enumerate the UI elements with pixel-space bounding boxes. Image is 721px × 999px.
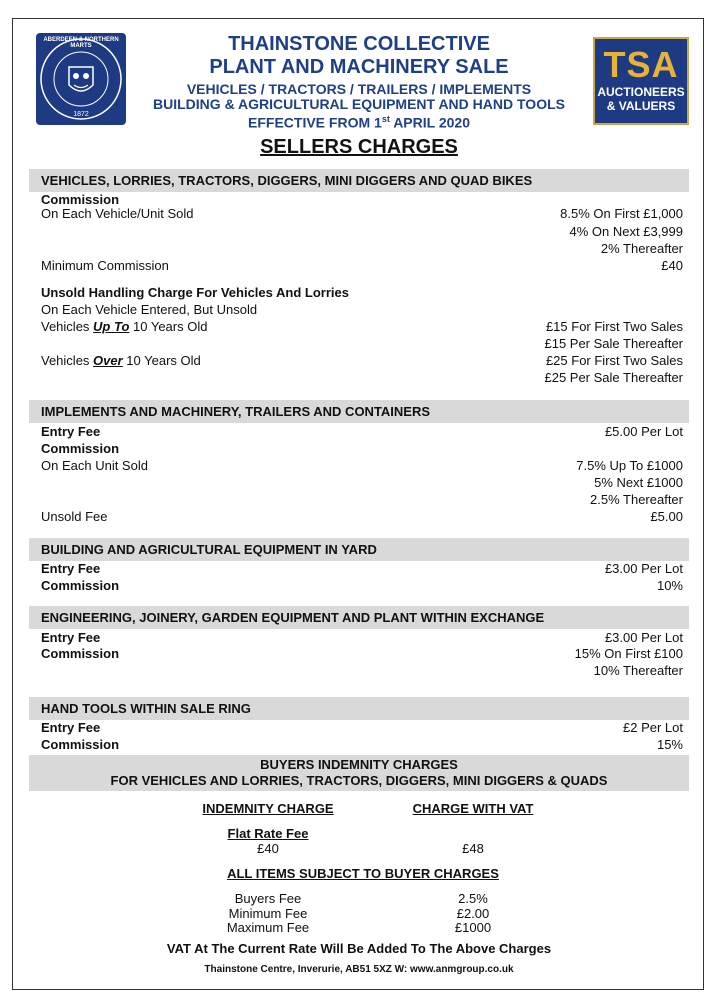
logo-ring-text: ABERDEEN & NORTHERN MARTS <box>43 37 119 49</box>
row-over-10-years-2 <box>41 369 683 386</box>
address-footer: Thainstone Centre, Inverurie, AB51 5XZ W: www.anmgroup.co.uk <box>204 964 514 975</box>
flat-rate-value: £40 <box>257 841 279 856</box>
value: £40 <box>661 258 683 273</box>
value: 4% On Next £3,999 <box>569 224 683 239</box>
section-heading-vehicles: VEHICLES, LORRIES, TRACTORS, DIGGERS, MINI DIGGERS AND QUAD BIKES <box>29 169 689 192</box>
value: £15 For First Two Sales <box>545 319 683 334</box>
value: £3.00 Per Lot <box>604 630 683 645</box>
label <box>41 318 207 335</box>
effective-date <box>133 112 585 131</box>
maximum-fee-label: Maximum Fee <box>226 920 310 935</box>
section-heading-buyers <box>29 755 689 791</box>
value: 8.5% On First £1,000 <box>560 206 683 221</box>
buyers-heading-2: FOR VEHICLES AND LORRIES, TRACTORS, DIGGERS, MINI DIGGERS & QUADS <box>110 773 608 788</box>
tsa-logo-main: TSA <box>603 44 679 85</box>
section-heading-building: BUILDING AND AGRICULTURAL EQUIPMENT IN YARD <box>29 538 689 561</box>
row-engineering-rate-2 <box>41 662 683 679</box>
value: 2% Thereafter <box>600 241 683 256</box>
row-engineering-commission <box>41 645 683 662</box>
label: Unsold Fee <box>41 509 108 524</box>
label: Unsold Handling Charge For Vehicles And Lorries <box>41 285 349 300</box>
row-vehicles-minimum <box>41 257 683 274</box>
row-engineering-entry <box>41 629 683 646</box>
logo-year: 1872 <box>73 111 89 118</box>
value: £3.00 Per Lot <box>604 561 683 576</box>
section-heading-implements: IMPLEMENTS AND MACHINERY, TRAILERS AND CONTAINERS <box>29 400 689 423</box>
row-implements-rate-3 <box>41 491 683 508</box>
value: 2.5% Thereafter <box>590 492 683 507</box>
flat-rate-label: Flat Rate Fee <box>227 826 309 841</box>
value: 10% <box>656 578 683 593</box>
row-hand-tools-commission <box>41 736 683 753</box>
label: On Each Vehicle/Unit Sold <box>41 206 194 221</box>
effective-pre: EFFECTIVE FROM 1 <box>248 114 382 131</box>
row-implements-each-unit <box>41 457 683 474</box>
tsa-logo-sub-2: & VALUERS <box>606 99 676 113</box>
value: £5.00 Per Lot <box>604 424 683 439</box>
label-pre: Vehicles <box>41 353 94 368</box>
row-vehicles-rate-2 <box>41 223 683 240</box>
title-line-2: PLANT AND MACHINERY SALE <box>209 56 509 78</box>
row-vehicles-each-unit <box>41 205 683 222</box>
value: £25 For First Two Sales <box>545 353 683 368</box>
label: Entry Fee <box>41 561 101 576</box>
row-hand-tools-entry <box>41 719 683 736</box>
label: Entry Fee <box>41 720 101 735</box>
tsa-logo-sub-1: AUCTIONEERS <box>597 85 685 99</box>
minimum-fee-label: Minimum Fee <box>228 906 308 921</box>
row-implements-rate-2 <box>41 474 683 491</box>
label: On Each Vehicle Entered, But Unsold <box>41 302 258 317</box>
value: 15% <box>656 737 683 752</box>
col-charge-with-vat: CHARGE WITH VAT <box>412 801 534 816</box>
document-page <box>12 18 704 990</box>
label: Entry Fee <box>41 630 101 645</box>
maximum-fee-value: £1000 <box>454 920 492 935</box>
label: Commission <box>41 646 120 661</box>
label: Commission <box>41 441 120 456</box>
label-emphasis: Up To <box>93 319 130 334</box>
row-building-entry <box>41 560 683 577</box>
label: Commission <box>41 192 120 207</box>
row-up-to-10-years-2 <box>41 335 683 352</box>
subtitle-line-2: BUILDING & AGRICULTURAL EQUIPMENT AND HAND TOOLS <box>153 96 565 112</box>
row-unsold-heading <box>41 284 683 301</box>
label-post: 10 Years Old <box>129 319 208 334</box>
aberdeen-northern-marts-logo <box>36 33 126 125</box>
label-emphasis: Over <box>93 353 123 368</box>
value: 15% On First £100 <box>574 646 683 661</box>
value: 7.5% Up To £1000 <box>576 458 683 473</box>
row-implements-entry <box>41 423 683 440</box>
label: Commission <box>41 737 120 752</box>
label-post: 10 Years Old <box>122 353 201 368</box>
value: 5% Next £1000 <box>594 475 683 490</box>
row-building-commission <box>41 577 683 594</box>
row-vehicles-rate-3 <box>41 240 683 257</box>
buyers-heading-1: BUYERS INDEMNITY CHARGES <box>260 757 458 772</box>
row-implements-commission <box>41 440 683 457</box>
value: £5.00 <box>650 509 683 524</box>
value: £15 Per Sale Thereafter <box>544 336 683 351</box>
label <box>41 352 201 369</box>
minimum-fee-value: £2.00 <box>456 906 490 921</box>
subtitle-line-1: VEHICLES / TRACTORS / TRAILERS / IMPLEMENTS <box>186 81 532 97</box>
label: Commission <box>41 578 120 593</box>
row-implements-unsold <box>41 508 683 525</box>
row-up-to-10-years <box>41 318 683 335</box>
vat-notice: VAT At The Current Rate Will Be Added To The Above Charges <box>166 941 552 956</box>
row-unsold-each <box>41 301 683 318</box>
effective-post: APRIL 2020 <box>389 114 470 131</box>
buyers-fee-label: Buyers Fee <box>234 891 302 906</box>
section-heading-hand-tools: HAND TOOLS WITHIN SALE RING <box>29 697 689 720</box>
row-over-10-years <box>41 352 683 369</box>
label-pre: Vehicles <box>41 319 94 334</box>
buyers-fee-value: 2.5% <box>458 891 488 906</box>
value: £2 Per Lot <box>623 720 683 735</box>
title-line-1: THAINSTONE COLLECTIVE <box>228 33 490 55</box>
label: On Each Unit Sold <box>41 458 148 473</box>
value: £25 Per Sale Thereafter <box>544 370 683 385</box>
all-items-heading: ALL ITEMS SUBJECT TO BUYER CHARGES <box>227 866 499 881</box>
section-heading-engineering: ENGINEERING, JOINERY, GARDEN EQUIPMENT AND PLANT WITHIN EXCHANGE <box>29 606 689 629</box>
flat-rate-vat-value: £48 <box>462 841 484 856</box>
effective-sup: st <box>381 114 390 124</box>
tsa-logo <box>593 37 689 125</box>
sellers-charges-title: SELLERS CHARGES <box>260 136 458 158</box>
label: Entry Fee <box>41 424 101 439</box>
label: Minimum Commission <box>41 258 169 273</box>
col-indemnity-charge: INDEMNITY CHARGE <box>202 801 334 816</box>
value: 10% Thereafter <box>593 663 683 678</box>
